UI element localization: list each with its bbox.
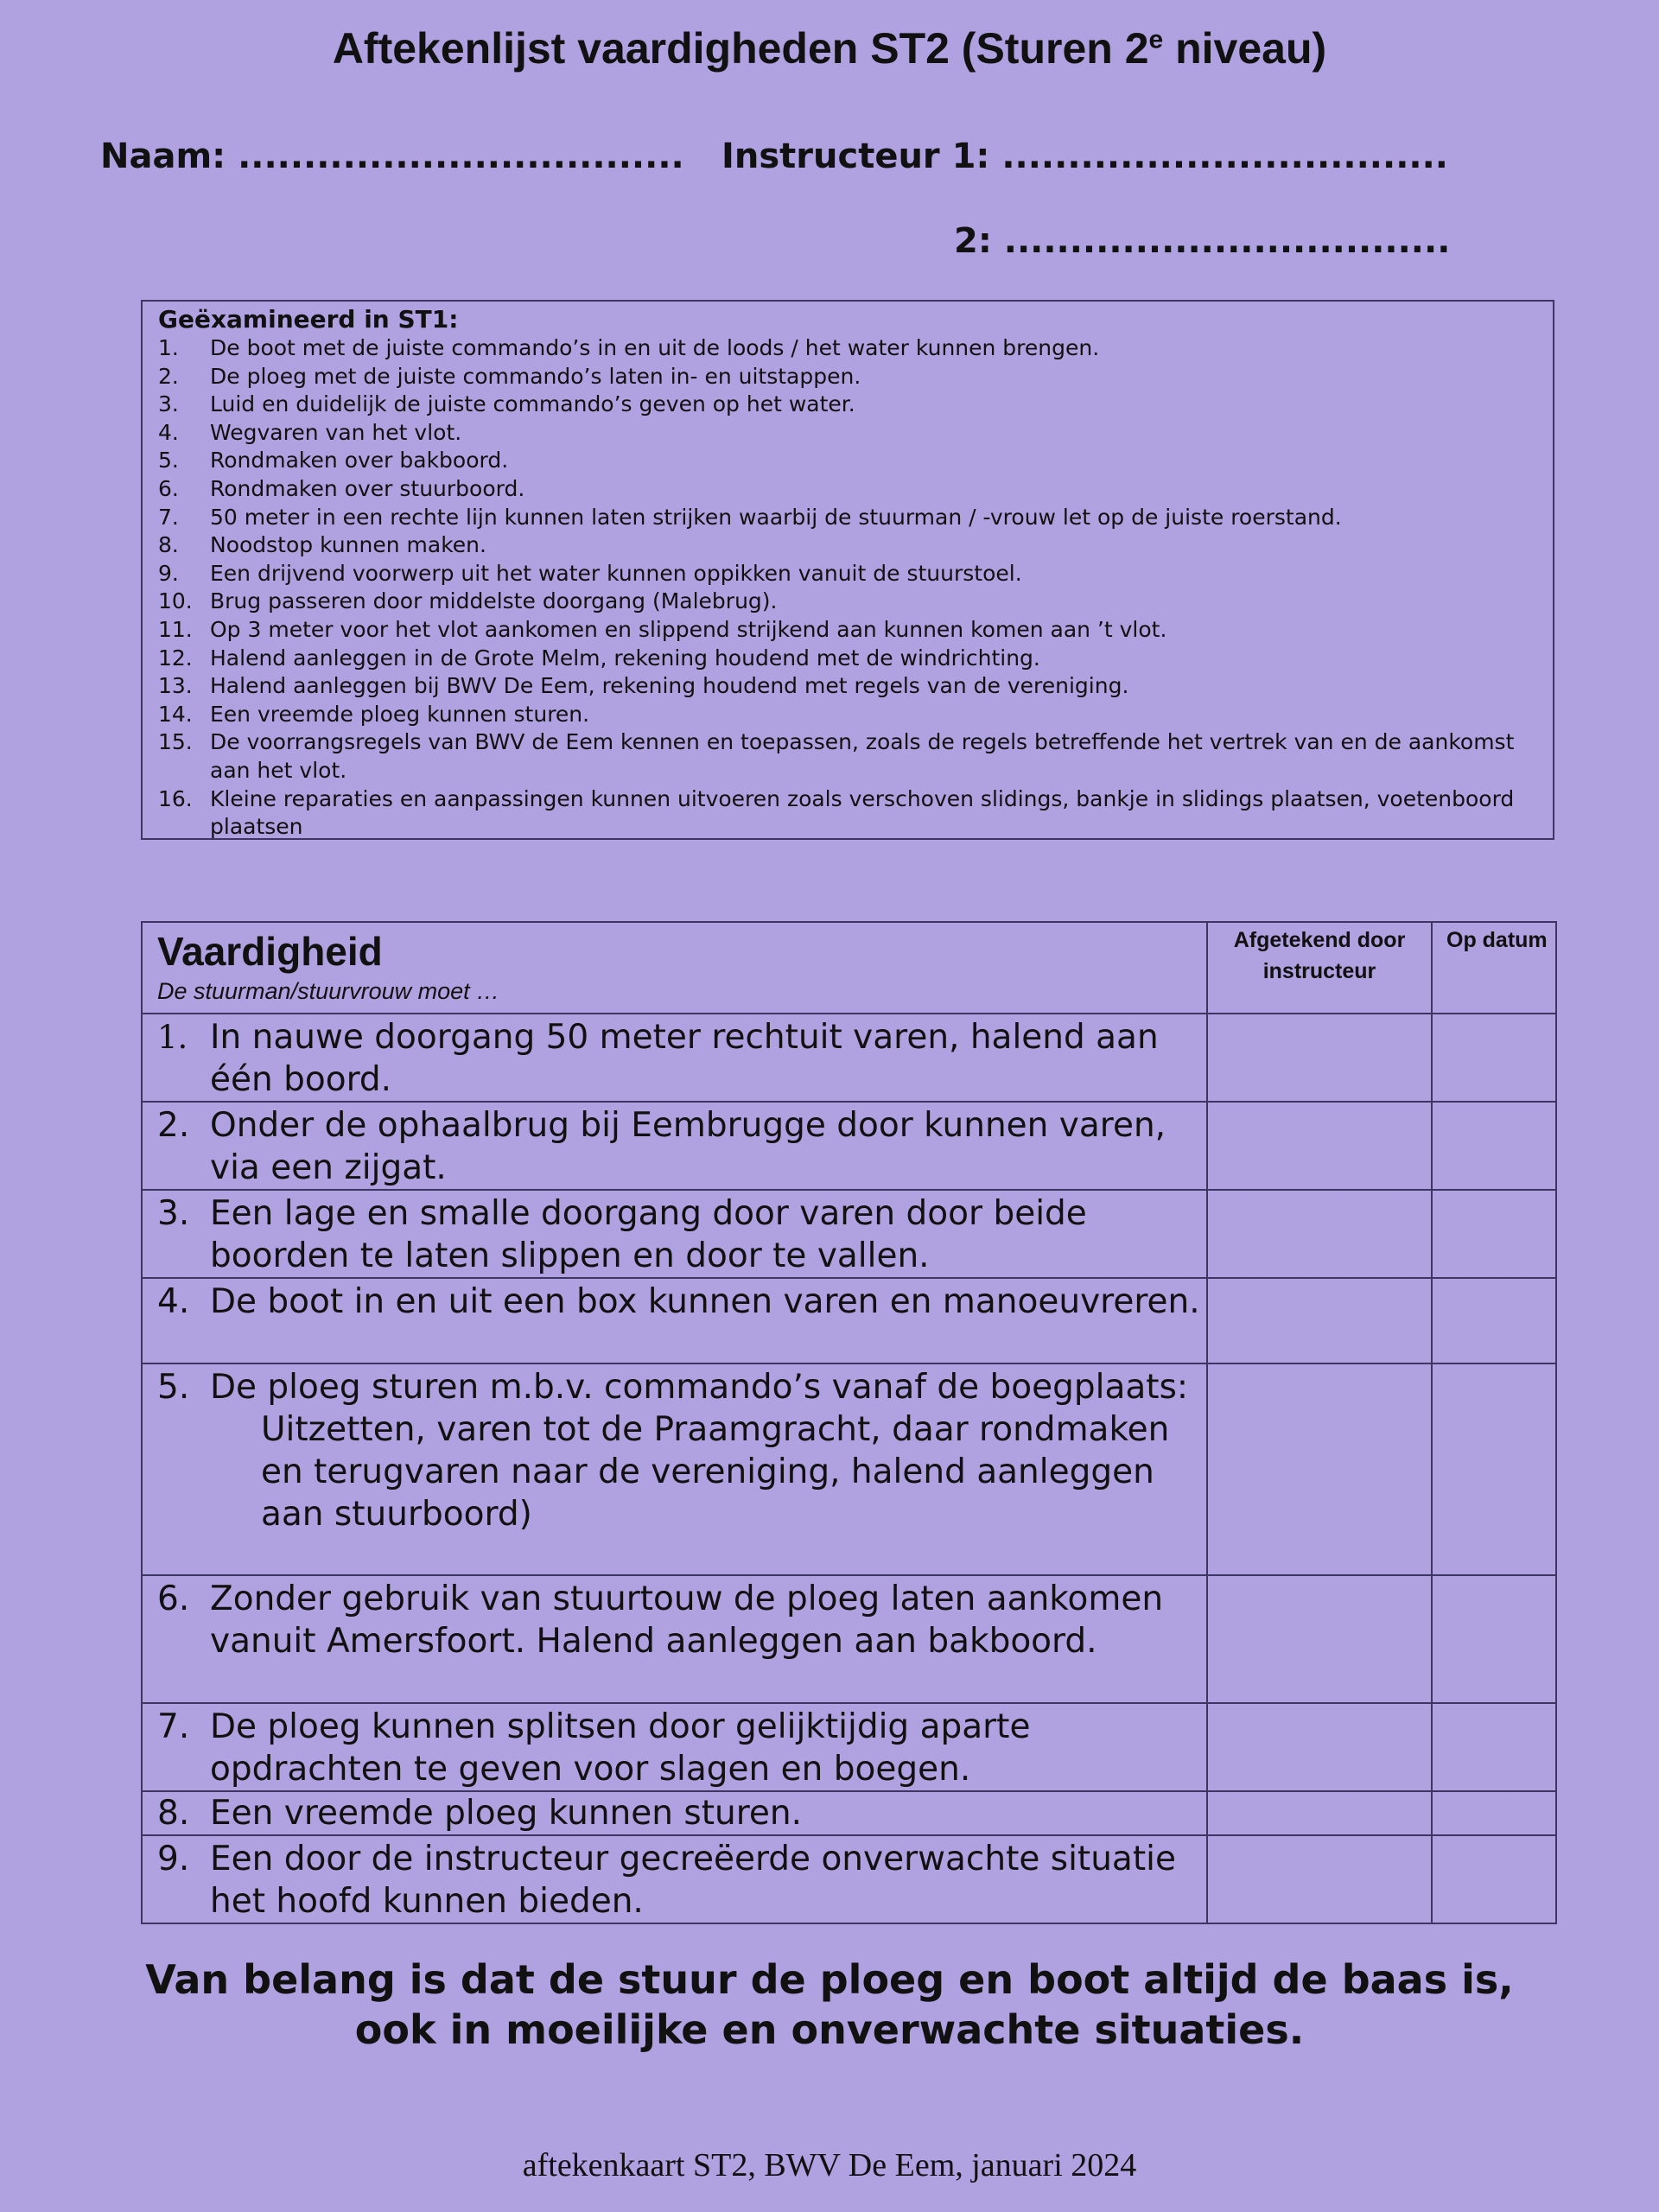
table-row [142, 1363, 1556, 1575]
list-item-number: 7. [158, 504, 179, 530]
list-item-number: 11. [158, 616, 193, 642]
list-item-number: 13. [158, 673, 193, 699]
signed-cell[interactable] [1207, 1278, 1432, 1363]
instructeur-2-field[interactable]: 2: .................................. [954, 221, 1451, 261]
header-skill-title: Vaardigheid [157, 929, 383, 974]
list-item-number: 16. [158, 785, 193, 811]
date-cell[interactable] [1432, 1014, 1556, 1102]
table-row [142, 1102, 1556, 1190]
title-main: Aftekenlijst vaardigheden ST2 (Sturen 2 [332, 24, 1149, 73]
list-item [158, 785, 1539, 842]
list-item-number: 2. [158, 363, 179, 389]
title-end: niveau) [1163, 24, 1327, 73]
signed-cell[interactable] [1207, 1835, 1432, 1923]
skill-text: Zonder gebruik van stuurtouw de ploeg laten aankomen vanuit Amersfoort. Halend aanleggen aan bakboord. [210, 1580, 1164, 1661]
list-item-text: Brug passeren door middelste doorgang (Malebrug). [210, 588, 778, 614]
list-item [158, 560, 1539, 588]
skill-cell [142, 1791, 1207, 1835]
date-cell[interactable] [1432, 1278, 1556, 1363]
st1-examined-box [141, 300, 1554, 840]
list-item-text: Een vreemde ploeg kunnen sturen. [210, 701, 590, 727]
list-item [158, 588, 1539, 616]
skill-cell [142, 1102, 1207, 1190]
list-item [158, 531, 1539, 560]
signed-cell[interactable] [1207, 1190, 1432, 1278]
header-signed: Afgetekend door instructeur [1207, 922, 1432, 1014]
table-row [142, 1791, 1556, 1835]
list-item [158, 504, 1539, 532]
signed-cell[interactable] [1207, 1575, 1432, 1703]
list-item-text: Kleine reparaties en aanpassingen kunnen uitvoeren zoals verschoven slidings, bankje in slidings plaatsen, voetenboord plaatsen [210, 785, 1515, 840]
signed-cell[interactable] [1207, 1791, 1432, 1835]
skill-text: De boot in en uit een box kunnen varen en manoeuvreren. [210, 1282, 1200, 1321]
list-item-text: Een drijvend voorwerp uit het water kunnen oppikken vanuit de stuurstoel. [210, 560, 1022, 586]
skill-text: De ploeg kunnen splitsen door gelijktijdig aparte opdrachten te geven voor slagen en boegen. [210, 1707, 1031, 1789]
skill-text: Een door de instructeur gecreëerde onverwachte situatie het hoofd kunnen bieden. [210, 1840, 1176, 1921]
skills-table [141, 921, 1557, 1924]
list-item [158, 616, 1539, 645]
list-item-text: De ploeg met de juiste commando’s laten in- en uitstappen. [210, 363, 861, 389]
footnote-line-2: ook in moeilijke en onverwachte situaties. [354, 2006, 1305, 2053]
list-item [158, 419, 1539, 448]
list-item-text: Rondmaken over stuurboord. [210, 475, 525, 501]
skill-cell [142, 1363, 1207, 1575]
skill-cell [142, 1703, 1207, 1791]
skill-number: 6. [157, 1580, 190, 1618]
skill-number: 9. [157, 1840, 190, 1878]
list-item-number: 6. [158, 475, 179, 501]
list-item [158, 701, 1539, 729]
list-item-text: Op 3 meter voor het vlot aankomen en slippend strijkend aan kunnen komen aan ’t vlot. [210, 616, 1167, 642]
skill-cell [142, 1014, 1207, 1102]
table-row [142, 1278, 1556, 1363]
list-item-text: Halend aanleggen bij BWV De Eem, rekening houdend met regels van de vereniging. [210, 673, 1129, 699]
date-cell[interactable] [1432, 1190, 1556, 1278]
table-header-row [142, 922, 1556, 1014]
table-row [142, 1575, 1556, 1703]
footnote-line-1: Van belang is dat de stuur de ploeg en boot altijd de baas is, [145, 1956, 1514, 2003]
list-item-number: 5. [158, 448, 179, 474]
list-item [158, 672, 1539, 701]
list-item-text: 50 meter in een rechte lijn kunnen laten strijken waarbij de stuurman / -vrouw let op de juiste roerstand. [210, 504, 1342, 530]
date-cell[interactable] [1432, 1102, 1556, 1190]
list-item-text: Rondmaken over bakboord. [210, 448, 509, 474]
date-cell[interactable] [1432, 1703, 1556, 1791]
list-item [158, 728, 1539, 785]
list-item-number: 1. [158, 335, 179, 360]
table-row [142, 1014, 1556, 1102]
header-date: Op datum [1432, 922, 1556, 1014]
signed-cell[interactable] [1207, 1102, 1432, 1190]
skill-cell [142, 1575, 1207, 1703]
footnote [0, 1955, 1659, 2055]
skill-number: 8. [157, 1794, 190, 1833]
list-item-text: De voorrangsregels van BWV de Eem kennen en toepassen, zoals de regels betreffende het vertrek van en de aankomst aan het vlot. [210, 729, 1515, 783]
list-item [158, 334, 1539, 363]
page-title [0, 21, 1659, 76]
list-item [158, 391, 1539, 419]
table-row [142, 1703, 1556, 1791]
date-cell[interactable] [1432, 1575, 1556, 1703]
instructeur-1-field[interactable]: Instructeur 1: .................................. [721, 137, 1448, 176]
table-row [142, 1190, 1556, 1278]
table-row [142, 1835, 1556, 1923]
skill-number: 3. [157, 1194, 190, 1233]
signed-cell[interactable] [1207, 1363, 1432, 1575]
list-item [158, 475, 1539, 504]
date-cell[interactable] [1432, 1363, 1556, 1575]
list-item-number: 12. [158, 645, 193, 671]
list-item-number: 9. [158, 560, 179, 586]
skill-text: In nauwe doorgang 50 meter rechtuit varen, halend aan één boord. [210, 1018, 1159, 1099]
list-item-text: Wegvaren van het vlot. [210, 419, 462, 445]
skill-number: 5. [157, 1368, 190, 1407]
skill-subtext: Uitzetten, varen tot de Praamgracht, daar rondmaken en terugvaren naar de vereniging, halend aanleggen aan stuurboord) [261, 1410, 1170, 1534]
naam-field[interactable]: Naam: .................................. [100, 137, 684, 176]
list-item-text: Halend aanleggen in de Grote Melm, rekening houdend met de windrichting. [210, 645, 1040, 671]
list-item-number: 15. [158, 729, 193, 755]
skill-cell [142, 1835, 1207, 1923]
skill-text: Een lage en smalle doorgang door varen door beide boorden te laten slippen en door te vallen. [210, 1194, 1087, 1275]
skill-cell [142, 1278, 1207, 1363]
header-skill-subtitle: De stuurman/stuurvrouw moet … [157, 978, 500, 1004]
signed-cell[interactable] [1207, 1014, 1432, 1102]
list-item-text: Noodstop kunnen maken. [210, 532, 486, 558]
list-item-text: De boot met de juiste commando’s in en uit de loods / het water kunnen brengen. [210, 335, 1100, 360]
list-item [158, 645, 1539, 673]
skill-text: Onder de ophaalbrug bij Eembrugge door kunnen varen, via een zijgat. [210, 1106, 1166, 1187]
list-item [158, 363, 1539, 391]
skill-text: De ploeg sturen m.b.v. commando’s vanaf de boegplaats: [210, 1368, 1189, 1407]
skill-text: Een vreemde ploeg kunnen sturen. [210, 1794, 802, 1833]
date-cell[interactable] [1432, 1791, 1556, 1835]
signed-cell[interactable] [1207, 1703, 1432, 1791]
list-item-text: Luid en duidelijk de juiste commando’s geven op het water. [210, 391, 855, 417]
st1-heading: Geëxamineerd in ST1: [158, 305, 459, 334]
skill-number: 7. [157, 1707, 190, 1746]
skill-number: 4. [157, 1282, 190, 1321]
skill-number: 1. [157, 1019, 188, 1056]
list-item-number: 4. [158, 419, 179, 445]
list-item-number: 8. [158, 532, 179, 558]
list-item-number: 14. [158, 701, 193, 727]
skill-cell [142, 1190, 1207, 1278]
list-item [158, 447, 1539, 475]
page-footer: aftekenkaart ST2, BWV De Eem, januari 2024 [522, 2147, 1137, 2183]
list-item-number: 3. [158, 391, 179, 417]
header-skill [142, 922, 1207, 1014]
list-item-number: 10. [158, 588, 193, 614]
title-superscript: e [1148, 25, 1164, 54]
st1-list [158, 334, 1539, 842]
date-cell[interactable] [1432, 1835, 1556, 1923]
skill-number: 2. [157, 1106, 190, 1145]
